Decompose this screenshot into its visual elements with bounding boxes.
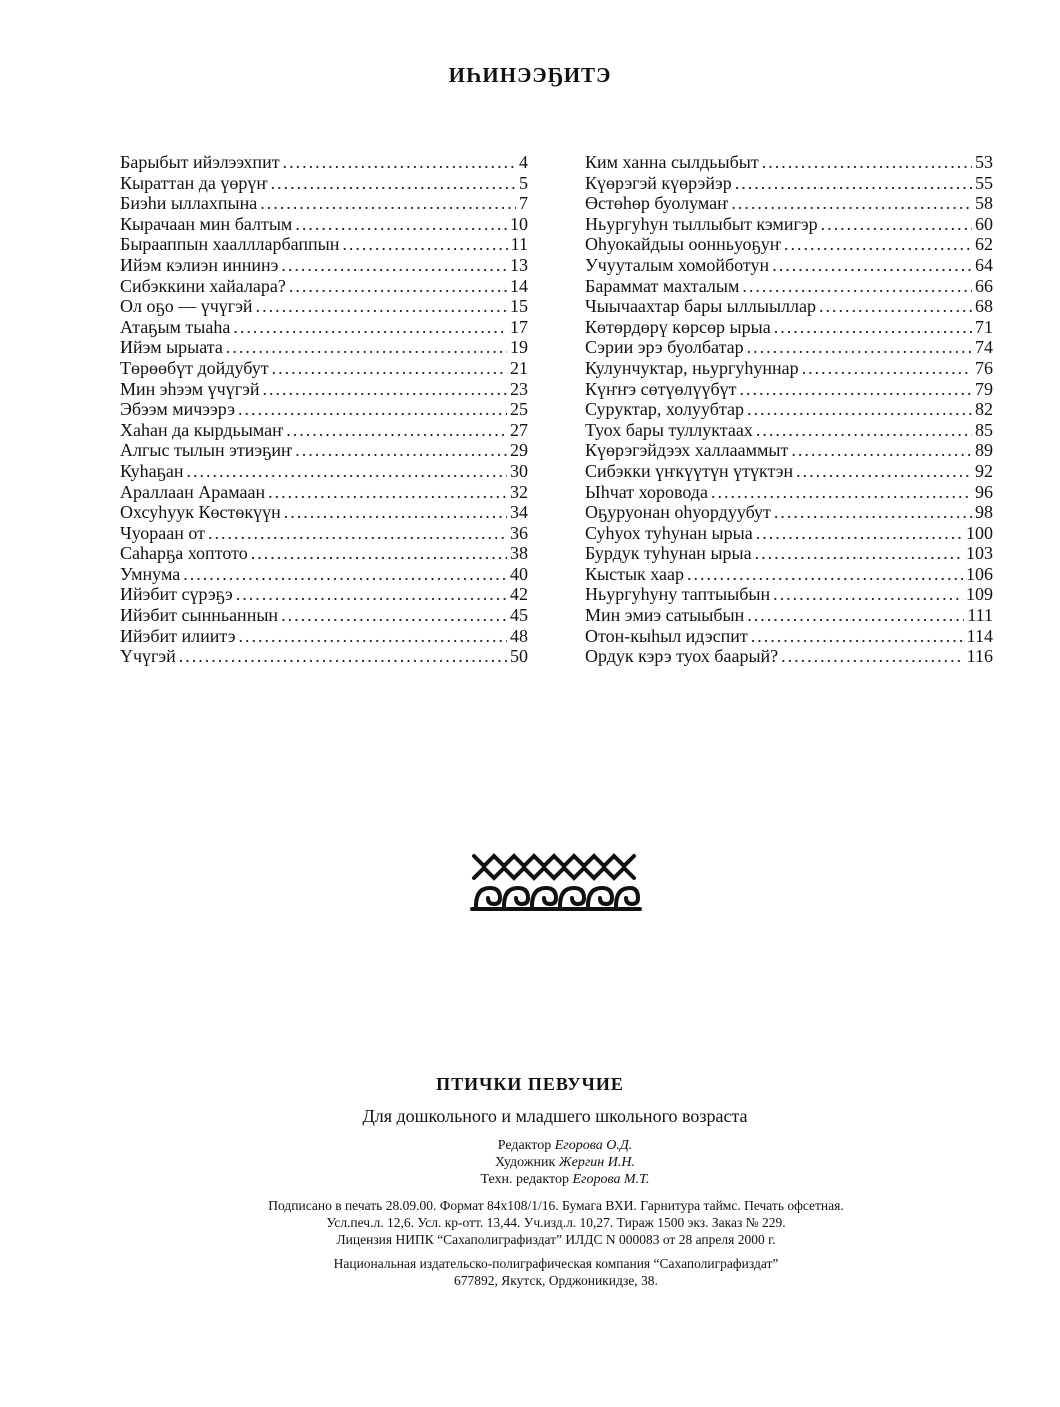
toc-entry-title: Күөрэгэй күөрэйэр	[585, 172, 732, 193]
toc-entry	[585, 276, 993, 297]
toc-leader-dots	[772, 255, 972, 276]
toc-leader-dots	[260, 193, 516, 214]
toc-entry	[585, 337, 993, 358]
toc-entry-title: Кырачаан мин балтым	[120, 213, 293, 234]
toc-leader-dots	[821, 214, 972, 235]
toc-entry-title: Араллаан Арамаан	[120, 481, 266, 502]
toc-entry-title: Куһаҕан	[120, 460, 184, 481]
toc-entry	[120, 317, 528, 338]
toc-entry	[585, 379, 993, 400]
toc-entry-title: Алгыс тылын этиэҕиҥ	[120, 440, 293, 461]
toc-leader-dots	[773, 584, 963, 605]
toc-entry-title: Туох бары туллуктаах	[585, 419, 753, 440]
toc-entry-page: 40	[510, 563, 528, 584]
toc-leader-dots	[747, 399, 972, 420]
toc-leader-dots	[233, 317, 507, 338]
toc-entry-page: 71	[975, 316, 993, 337]
toc-entry-title: Ыһчат хоровода	[585, 481, 708, 502]
publisher-line: Национальная издательско-полиграфическая компания “Сахаполиграфиздат”	[333, 1256, 779, 1271]
toc-entry-title: Ньургуһун тыллыбыт кэмигэр	[585, 213, 818, 234]
credit-label: Редактор	[497, 1138, 552, 1153]
toc-entry-title: Учууталым хомойботун	[585, 254, 770, 275]
toc-entry-title: Мин эмиэ сатыыбын	[585, 605, 745, 626]
book-subtitle: Для дошкольного и младшего школьного возраста	[362, 1106, 748, 1126]
toc-right-column	[585, 152, 993, 667]
toc-entry	[585, 255, 993, 276]
toc-leader-dots	[251, 543, 507, 564]
toc-entry-title: Күҥҥэ сөтүөлүүбүт	[585, 378, 737, 399]
toc-entry-page: 27	[510, 419, 528, 440]
toc-entry-title: Чыычаахтар бары ыллыыллар	[585, 296, 816, 317]
toc-entry-title: Сибэккини хайалара?	[120, 275, 286, 296]
toc-entry	[585, 584, 993, 605]
toc-entry	[120, 461, 528, 482]
toc-entry	[120, 276, 528, 297]
toc-entry-title: Ол оҕо — үчүгэй	[120, 296, 253, 317]
toc-entry-page: 62	[975, 234, 993, 255]
toc-entry-page: 76	[975, 357, 993, 378]
toc-leader-dots	[802, 358, 972, 379]
toc-leader-dots	[774, 317, 972, 338]
toc-entry-page: 82	[975, 399, 993, 420]
toc-entry-title: Умнума	[120, 563, 181, 584]
toc-entry	[585, 543, 993, 564]
book-title: ПТИЧКИ ПЕВУЧИЕ	[436, 1074, 624, 1094]
credit-tech-editor	[0, 1171, 1060, 1188]
toc-leader-dots	[755, 543, 963, 564]
toc-entry	[120, 173, 528, 194]
toc-entry-page: 79	[975, 378, 993, 399]
toc-leader-dots	[742, 276, 972, 297]
toc-entry-title: Мин эһээм үчүгэй	[120, 378, 260, 399]
toc-entry-title: Бараммат махталым	[585, 275, 740, 296]
toc-entry-title: Эбээм мичээрэ	[120, 399, 235, 420]
imprint-line: Подписано в печать 28.09.00. Формат 84х108/1/16. Бумага ВХИ. Гарнитура таймс. Печать офсетная.	[268, 1198, 844, 1213]
toc-leader-dots	[289, 276, 507, 297]
toc-entry-page: 34	[510, 502, 528, 523]
toc-leader-dots	[687, 564, 963, 585]
toc-entry-page: 11	[510, 234, 528, 255]
toc-entry-title: Чуораан от	[120, 522, 205, 543]
toc-entry-page: 66	[975, 275, 993, 296]
toc-entry-page: 111	[967, 605, 993, 626]
toc-entry	[585, 502, 993, 523]
toc-leader-dots	[747, 337, 972, 358]
credit-artist	[0, 1154, 1060, 1171]
toc-entry-page: 29	[510, 440, 528, 461]
toc-entry-page: 50	[510, 646, 528, 667]
toc-entry-title: Ийэбит илиитэ	[120, 625, 236, 646]
toc-entry-title: Сэрии эрэ буолбатар	[585, 337, 744, 358]
toc-entry	[585, 461, 993, 482]
toc-entry-title: Ньургуһуну таптыыбын	[585, 584, 771, 605]
toc-leader-dots	[256, 296, 507, 317]
toc-entry-title: Биэһи ыллахпына	[120, 193, 258, 214]
toc-entry-page: 30	[510, 460, 528, 481]
toc-leader-dots	[238, 399, 507, 420]
toc-entry	[120, 584, 528, 605]
toc-entry	[585, 173, 993, 194]
toc-left-column	[120, 152, 528, 667]
toc-leader-dots	[286, 420, 507, 441]
toc-entry	[120, 234, 528, 255]
toc-leader-dots	[226, 337, 507, 358]
toc-entry	[585, 523, 993, 544]
toc-entry	[585, 193, 993, 214]
toc-entry	[585, 317, 993, 338]
toc-entry-page: 14	[510, 275, 528, 296]
toc-entry-page: 92	[975, 460, 993, 481]
imprint-line: Усл.печ.л. 12,6. Усл. кр-отт. 13,44. Уч.изд.л. 10,27. Тираж 1500 экз. Заказ № 229.	[326, 1215, 786, 1230]
toc-entry	[585, 358, 993, 379]
toc-entry-page: 15	[510, 296, 528, 317]
toc-entry-title: Ийэбит сүрэҕэ	[120, 584, 233, 605]
toc-leader-dots	[342, 234, 507, 255]
toc-leader-dots	[283, 152, 516, 173]
toc-entry-page: 68	[975, 296, 993, 317]
toc-entry-title: Хаһан да кырдьымаҥ	[120, 419, 284, 440]
toc-entry	[120, 543, 528, 564]
toc-entry-page: 106	[966, 563, 993, 584]
toc-leader-dots	[238, 626, 507, 647]
toc-entry-page: 42	[510, 584, 528, 605]
toc-entry	[585, 234, 993, 255]
toc-leader-dots	[774, 502, 972, 523]
toc-entry-title: Көтөрдөрү көрсөр ырыа	[585, 316, 771, 337]
toc-leader-dots	[295, 440, 507, 461]
toc-leader-dots	[796, 461, 972, 482]
toc-entry-page: 25	[510, 399, 528, 420]
toc-entry-page: 7	[519, 193, 528, 214]
toc-leader-dots	[236, 584, 507, 605]
credit-label: Художник	[495, 1155, 556, 1170]
imprint-block	[0, 1197, 1060, 1248]
toc-entry	[120, 379, 528, 400]
toc-entry-page: 10	[510, 213, 528, 234]
toc-entry	[120, 626, 528, 647]
toc-entry	[120, 214, 528, 235]
toc-entry-title: Сибэкки үҥкүүтүн үтүктэн	[585, 460, 794, 481]
toc-leader-dots	[731, 193, 972, 214]
toc-entry-page: 38	[510, 543, 528, 564]
toc-leader-dots	[272, 358, 507, 379]
toc-entry	[585, 440, 993, 461]
toc-entry-page: 103	[966, 543, 993, 564]
toc-entry-page: 116	[966, 646, 993, 667]
toc-entry	[120, 440, 528, 461]
toc-entry	[120, 193, 528, 214]
toc-leader-dots	[791, 440, 972, 461]
toc-entry-title: Отон-кыһыл идэспит	[585, 625, 748, 646]
toc-entry	[585, 399, 993, 420]
toc-entry-title: Бырааппын хааллларбаппын	[120, 234, 340, 255]
toc-entry	[120, 296, 528, 317]
toc-entry	[585, 214, 993, 235]
toc-entry	[120, 255, 528, 276]
toc-entry-page: 48	[510, 625, 528, 646]
toc-entry-title: Барыбыт ийэлээхпит	[120, 152, 280, 172]
toc-leader-dots	[740, 379, 972, 400]
toc-entry-page: 32	[510, 481, 528, 502]
toc-entry	[585, 646, 993, 667]
toc-entry-title: Ийэбит сынньаннын	[120, 605, 279, 626]
toc-entry-page: 98	[975, 502, 993, 523]
toc-entry	[585, 626, 993, 647]
toc-entry-page: 21	[510, 357, 528, 378]
publisher-line: 677892, Якутск, Орджоникидзе, 38.	[454, 1273, 658, 1288]
toc-entry	[120, 420, 528, 441]
credit-editor	[0, 1137, 1060, 1154]
toc-entry	[120, 646, 528, 667]
toc-leader-dots	[756, 523, 963, 544]
toc-entry-title: Бурдук туһунан ырыа	[585, 543, 752, 564]
toc-entry-page: 100	[966, 522, 993, 543]
toc-entry-title: Кыраттан да үөрүҥ	[120, 172, 268, 193]
toc-leader-dots	[281, 605, 507, 626]
toc-leader-dots	[819, 296, 972, 317]
toc-entry-title: Суһуох туһунан ырыа	[585, 522, 753, 543]
toc-entry-title: Ким ханна сылдьыбыт	[585, 152, 759, 172]
toc-entry-page: 4	[519, 152, 528, 172]
toc-leader-dots	[268, 482, 507, 503]
publisher-block	[0, 1255, 1060, 1289]
toc-entry	[585, 605, 993, 626]
toc-entry	[120, 358, 528, 379]
toc-entry	[585, 564, 993, 585]
toc-entry-title: Үчүгэй	[120, 646, 176, 667]
toc-leader-dots	[762, 152, 972, 173]
credit-name: Егорова М.Т.	[572, 1172, 650, 1187]
credit-name: Жергин И.Н.	[558, 1155, 635, 1170]
toc-entry-page: 17	[510, 316, 528, 337]
toc-leader-dots	[747, 605, 964, 626]
toc-entry	[585, 420, 993, 441]
credit-label: Техн. редактор	[480, 1172, 569, 1187]
toc-leader-dots	[295, 214, 507, 235]
toc-leader-dots	[262, 379, 507, 400]
toc-entry-page: 74	[975, 337, 993, 358]
toc-leader-dots	[711, 482, 972, 503]
toc-entry	[120, 605, 528, 626]
page-title: ИҺИНЭЭҔИТЭ	[448, 63, 612, 87]
toc-leader-dots	[208, 523, 507, 544]
toc-entry-title: Оҕуруонан оһуордуубут	[585, 502, 771, 523]
toc-entry-page: 64	[975, 254, 993, 275]
credit-name: Егорова О.Д.	[554, 1138, 633, 1153]
toc-entry-title: Саһарҕа хоптото	[120, 543, 248, 564]
credits-block	[0, 1137, 1060, 1188]
toc-entry	[120, 502, 528, 523]
toc-entry-page: 85	[975, 419, 993, 440]
toc-entry-page: 96	[975, 481, 993, 502]
toc-leader-dots	[735, 173, 972, 194]
toc-entry-page: 19	[510, 337, 528, 358]
toc-entry-title: Өстөһөр буолумаҥ	[585, 193, 729, 214]
toc-entry-title: Кулунчуктар, ньургуһуннар	[585, 357, 799, 378]
toc-entry-title: Кыстык хаар	[585, 563, 685, 584]
toc-entry-title: Ордук кэрэ туох баарый?	[585, 646, 779, 667]
toc-entry	[585, 296, 993, 317]
toc-leader-dots	[187, 461, 507, 482]
toc-entry-title: Ийэм кэлиэн иннинэ	[120, 254, 279, 275]
toc-entry-title: Суруктар, холуубтар	[585, 399, 744, 420]
toc-entry	[120, 564, 528, 585]
toc-entry-page: 45	[510, 605, 528, 626]
toc-entry	[585, 482, 993, 503]
toc-entry-page: 114	[966, 625, 993, 646]
toc-entry-page: 23	[510, 378, 528, 399]
toc-entry-title: Ийэм ырыата	[120, 337, 223, 358]
toc-entry-title: Атаҕым тыаһа	[120, 316, 231, 337]
toc-leader-dots	[284, 502, 507, 523]
toc-entry-title: Күөрэгэйдээх халлааммыт	[585, 440, 789, 461]
toc-entry-page: 109	[966, 584, 993, 605]
toc-entry	[585, 152, 993, 173]
toc-leader-dots	[751, 626, 964, 647]
toc-leader-dots	[183, 564, 507, 585]
toc-entry-title: Охсуһуук Көстөкүүн	[120, 502, 281, 523]
toc-leader-dots	[179, 646, 507, 667]
toc-entry-page: 58	[975, 193, 993, 214]
toc-entry-page: 89	[975, 440, 993, 461]
toc-leader-dots	[784, 234, 972, 255]
toc-entry-page: 36	[510, 522, 528, 543]
toc-entry-page: 13	[510, 254, 528, 275]
sakha-ornament-icon	[470, 852, 642, 912]
toc-entry	[120, 399, 528, 420]
toc-leader-dots	[271, 173, 516, 194]
toc-entry	[120, 482, 528, 503]
toc-entry-page: 55	[975, 172, 993, 193]
toc-leader-dots	[781, 646, 963, 667]
toc-entry	[120, 523, 528, 544]
toc-leader-dots	[756, 420, 972, 441]
toc-entry-page: 60	[975, 213, 993, 234]
toc-entry-title: Оһуокайдыы оонньуоҕуҥ	[585, 234, 782, 255]
imprint-line: Лицензия НИПК “Сахаполиграфиздат” ИЛДС N 000083 от 28 апреля 2000 г.	[336, 1232, 776, 1247]
toc-entry	[120, 152, 528, 173]
toc-entry-title: Төрөөбүт дойдубут	[120, 357, 269, 378]
toc-entry-page: 5	[519, 172, 528, 193]
toc-entry	[120, 337, 528, 358]
toc-entry-page: 53	[975, 152, 993, 172]
toc-leader-dots	[281, 255, 507, 276]
